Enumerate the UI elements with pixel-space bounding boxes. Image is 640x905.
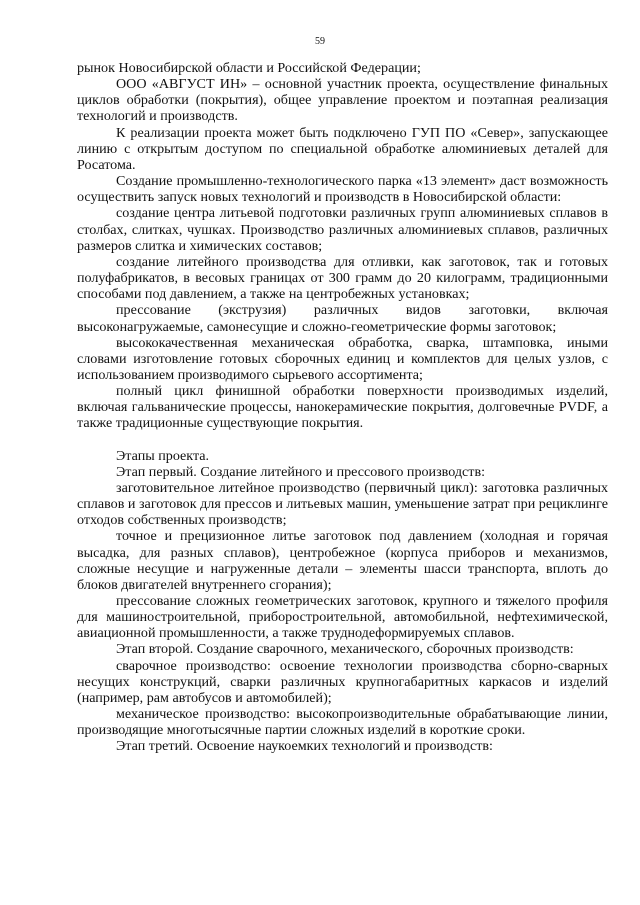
body-text [77, 60, 608, 755]
paragraph-market: рынок Новосибирской области и Российской Федерации; [77, 60, 421, 76]
stage-three-heading: Этап третий. Освоение наукоемких технологий и производств: [116, 738, 493, 755]
list-item-foundry: создание литейного производства для отливки, как заготовок, так и готовых полуфабрикатов, в весовых границах от 300 грамм до 20 килограмм, традиционными способами под давлением, а также на центробежных установках; [77, 253, 608, 303]
stage-one-item-primary-casting: заготовительное литейное производство (первичный цикл): заготовка различных сплавов и заготовок для прессов и литьевых машин, уменьшение затрат при рециклинге отходов собственных производств; [77, 479, 608, 529]
stage-one-item-precision-casting: точное и прецизионное литье заготовок под давлением (холодная и горячая высадка, для разных сплавов), центробежное (корпуса приборов и механизмов, сложные несущие и нагруженные детали – элементы шасси транспорта, вплоть до блоков двигателей внутреннего сгорания); [77, 528, 608, 593]
paragraph-gup-sever: К реализации проекта может быть подключено ГУП ПО «Север», запускающее линию с открытым доступом по специальной обработке алюминиевых деталей для Росатома. [77, 124, 608, 173]
paragraph-spacer [77, 432, 608, 448]
stage-two-heading: Этап второй. Создание сварочного, механического, сборочных производств: [116, 641, 574, 658]
list-item-extrusion: прессование (экструзия) различных видов заготовки, включая высоконагружаемые, самонесущие и сложно-геометрические формы заготовок; [77, 302, 608, 335]
list-item-machining: высококачественная механическая обработка, сварка, штамповка, иными словами изготовление готовых сборочных единиц и комплектов для целых узлов, с использованием производимого сырьевого ассортимента; [77, 334, 608, 383]
list-item-casting-center: создание центра литьевой подготовки различных групп алюминиевых сплавов в столбах, слитках, чушках. Производство различных алюминиевых сплавов, различных размеров слитка и химических составов; [77, 205, 608, 254]
stage-one-heading: Этап первый. Создание литейного и прессового производств: [116, 463, 486, 480]
paragraph-avgust-in: ООО «АВГУСТ ИН» – основной участник проекта, осуществление финальных циклов обработки (покрытия), общее управление проектом и поэтапная реализация технологий и производств. [77, 76, 608, 125]
page-number: 59 [315, 36, 325, 47]
list-item-finishing: полный цикл финишной обработки поверхности производимых изделий, включая гальванические процессы, нанокерамические покрытия, долговечные PVDF, а также традиционные существующие покрытия. [77, 383, 608, 432]
paragraph-park-creation: Создание промышленно-технологического парка «13 элемент» даст возможность осуществить запуск новых технологий и производств в Новосибирской области: [77, 173, 608, 206]
stage-two-item-mechanical: механическое производство: высокопроизводительные обрабатывающие линии, производящие многотысячные партии сложных изделий в короткие сроки. [77, 706, 608, 739]
section-heading-stages: Этапы проекта. [116, 447, 210, 464]
stage-two-item-welding: сварочное производство: освоение технологии производства сборно-сварных несущих конструкций, сварки различных крупногабаритных каркасов и изделий (например, рам автобусов и автомобилей); [77, 657, 608, 706]
stage-one-item-pressing: прессование сложных геометрических заготовок, крупного и тяжелого профиля для машиностроительной, приборостроительной, автомобильной, нефтехимической, авиационной промышленности, а также труднодеформируемых сплавов. [77, 593, 608, 642]
